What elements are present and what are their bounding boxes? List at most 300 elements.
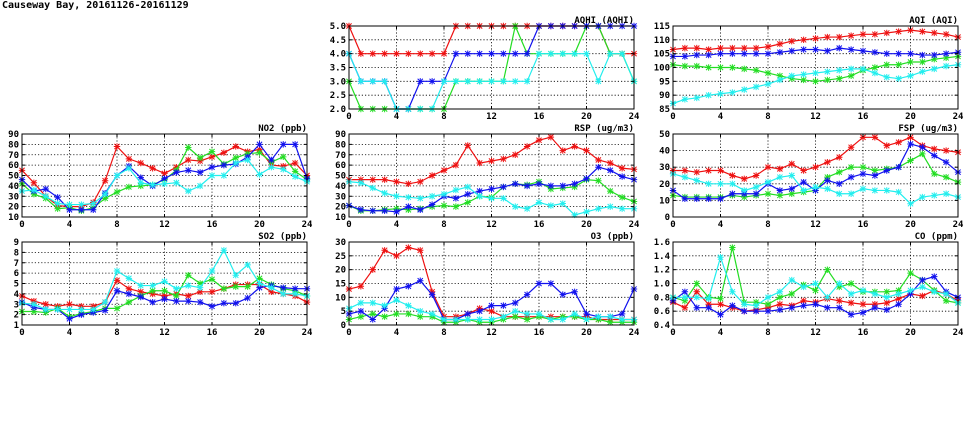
data-point <box>524 78 530 84</box>
data-point <box>848 46 854 52</box>
data-point <box>268 164 274 170</box>
data-point <box>381 78 387 84</box>
data-point <box>694 294 700 300</box>
data-point <box>860 186 866 192</box>
y-tick-label: 2 <box>13 310 19 321</box>
data-point <box>824 68 830 74</box>
data-point <box>682 174 688 180</box>
data-point <box>465 199 471 205</box>
data-point <box>185 167 191 173</box>
data-point <box>931 152 937 158</box>
chart-title: RSP (ug/m3) <box>574 124 634 134</box>
data-point <box>789 38 795 44</box>
data-point <box>836 280 842 286</box>
y-tick-label: 20 <box>659 179 670 190</box>
data-point <box>185 144 191 150</box>
data-point <box>836 191 842 197</box>
data-point <box>405 311 411 317</box>
x-tick-label: 0 <box>346 220 352 230</box>
data-point <box>595 78 601 84</box>
data-point <box>705 46 711 52</box>
x-tick-label: 16 <box>533 220 545 230</box>
x-tick-label: 24 <box>628 112 640 122</box>
x-tick-label: 4 <box>393 220 400 230</box>
data-point <box>221 149 227 155</box>
data-point <box>441 50 447 56</box>
data-point <box>500 302 506 308</box>
data-point <box>919 284 925 290</box>
data-point <box>465 142 471 148</box>
data-point <box>370 266 376 272</box>
data-point <box>149 299 155 305</box>
data-point <box>512 203 518 209</box>
data-point <box>860 66 866 72</box>
data-point <box>717 167 723 173</box>
data-point <box>500 195 506 201</box>
data-point <box>381 302 387 308</box>
data-point <box>393 179 399 185</box>
data-point <box>209 276 215 282</box>
data-point <box>417 247 423 253</box>
data-point <box>907 50 913 56</box>
data-point <box>465 78 471 84</box>
data-point <box>872 134 878 140</box>
x-tick-label: 20 <box>581 328 592 338</box>
data-point <box>54 306 60 312</box>
data-point <box>824 305 830 311</box>
data-point <box>884 142 890 148</box>
data-point <box>753 45 759 51</box>
data-point <box>114 305 120 311</box>
data-point <box>919 59 925 65</box>
data-point <box>370 50 376 56</box>
chart-aqhi <box>330 16 640 122</box>
y-tick-label: 2.0 <box>329 105 346 115</box>
y-tick-label: 70 <box>335 150 346 161</box>
data-point <box>607 167 613 173</box>
data-point <box>173 285 179 291</box>
data-point <box>500 78 506 84</box>
data-point <box>280 154 286 160</box>
chart-title: FSP (ug/m3) <box>898 124 958 134</box>
data-point <box>358 50 364 56</box>
data-point <box>812 78 818 84</box>
data-point <box>173 169 179 175</box>
data-point <box>66 306 72 312</box>
data-point <box>268 284 274 290</box>
data-point <box>405 181 411 187</box>
y-tick-label: 90 <box>335 130 346 140</box>
data-point <box>800 187 806 193</box>
data-point <box>512 181 518 187</box>
data-point <box>595 157 601 163</box>
data-point <box>488 50 494 56</box>
data-point <box>292 173 298 179</box>
data-point <box>919 28 925 34</box>
data-point <box>185 282 191 288</box>
data-point <box>943 291 949 297</box>
data-point <box>619 165 625 171</box>
x-tick-label: 8 <box>765 220 771 230</box>
data-point <box>694 305 700 311</box>
data-point <box>919 68 925 74</box>
data-point <box>824 266 830 272</box>
data-point <box>548 316 554 322</box>
y-tick-label: 80 <box>8 140 19 151</box>
data-point <box>370 185 376 191</box>
data-point <box>800 302 806 308</box>
data-point <box>694 95 700 101</box>
data-point <box>824 177 830 183</box>
data-point <box>753 50 759 56</box>
y-tick-label: 100 <box>653 63 670 74</box>
data-point <box>800 37 806 43</box>
data-point <box>931 146 937 152</box>
y-tick-label: 7 <box>13 258 19 269</box>
data-point <box>607 203 613 209</box>
data-point <box>694 280 700 286</box>
series-green <box>670 53 961 84</box>
data-point <box>705 305 711 311</box>
x-tick-label: 0 <box>670 220 676 230</box>
data-point <box>789 291 795 297</box>
data-point <box>694 169 700 175</box>
data-point <box>694 289 700 295</box>
y-tick-label: 3 <box>13 300 19 311</box>
data-point <box>536 50 542 56</box>
x-tick-label: 8 <box>114 328 120 338</box>
data-point <box>90 207 96 213</box>
data-point <box>393 253 399 259</box>
data-point <box>358 180 364 186</box>
data-point <box>138 180 144 186</box>
y-tick-label: 1.6 <box>653 238 670 248</box>
data-point <box>777 301 783 307</box>
data-point <box>789 172 795 178</box>
data-point <box>800 46 806 52</box>
data-point <box>500 50 506 56</box>
data-point <box>441 202 447 208</box>
data-point <box>694 45 700 51</box>
data-point <box>465 316 471 322</box>
chart-title: O3 (ppb) <box>590 232 634 242</box>
data-point <box>453 195 459 201</box>
data-point <box>824 159 830 165</box>
y-tick-label: 4.5 <box>329 35 346 46</box>
data-point <box>233 300 239 306</box>
data-point <box>860 31 866 37</box>
data-point <box>405 50 411 56</box>
data-point <box>836 67 842 73</box>
data-point <box>244 262 250 268</box>
data-point <box>812 164 818 170</box>
y-tick-label: 2.5 <box>329 91 346 102</box>
data-point <box>717 296 723 302</box>
data-point <box>429 172 435 178</box>
data-point <box>161 181 167 187</box>
data-point <box>777 294 783 300</box>
data-point <box>476 193 482 199</box>
data-point <box>43 306 49 312</box>
data-point <box>453 203 459 209</box>
y-tick-label: 30 <box>8 192 19 203</box>
data-point <box>765 81 771 87</box>
data-point <box>907 73 913 79</box>
data-point <box>358 78 364 84</box>
data-point <box>919 144 925 150</box>
data-point <box>682 53 688 59</box>
x-tick-label: 12 <box>159 220 170 230</box>
data-point <box>536 199 542 205</box>
x-tick-label: 0 <box>670 328 676 338</box>
data-point <box>465 50 471 56</box>
x-tick-label: 0 <box>670 112 676 122</box>
data-point <box>197 284 203 290</box>
data-point <box>78 201 84 207</box>
data-point <box>173 180 179 186</box>
y-tick-label: 95 <box>659 77 670 88</box>
data-point <box>777 289 783 295</box>
data-point <box>848 191 854 197</box>
data-point <box>233 283 239 289</box>
data-point <box>812 70 818 76</box>
data-point <box>619 311 625 317</box>
data-point <box>381 208 387 214</box>
data-point <box>441 167 447 173</box>
x-tick-label: 4 <box>717 220 724 230</box>
data-point <box>860 301 866 307</box>
y-tick-label: 10 <box>659 196 670 207</box>
data-point <box>741 86 747 92</box>
data-point <box>824 186 830 192</box>
x-tick-label: 4 <box>717 328 724 338</box>
data-point <box>405 203 411 209</box>
series-green <box>670 244 961 307</box>
data-point <box>500 314 506 320</box>
data-point <box>500 184 506 190</box>
data-point <box>741 176 747 182</box>
x-tick-label: 24 <box>952 220 964 230</box>
data-point <box>824 77 830 83</box>
data-point <box>358 314 364 320</box>
y-tick-label: 9 <box>13 238 19 248</box>
data-point <box>895 164 901 170</box>
data-point <box>209 289 215 295</box>
x-tick-label: 8 <box>441 328 447 338</box>
data-point <box>221 247 227 253</box>
data-point <box>512 152 518 158</box>
series-blue <box>346 164 637 215</box>
data-point <box>931 273 937 279</box>
data-point <box>548 202 554 208</box>
data-point <box>429 193 435 199</box>
data-point <box>548 50 554 56</box>
x-tick-label: 8 <box>441 112 447 122</box>
data-point <box>102 191 108 197</box>
y-tick-label: 30 <box>335 238 346 248</box>
y-tick-label: 105 <box>653 49 670 60</box>
data-point <box>741 301 747 307</box>
data-point <box>370 311 376 317</box>
data-point <box>943 174 949 180</box>
data-point <box>429 78 435 84</box>
data-point <box>548 280 554 286</box>
data-point <box>149 282 155 288</box>
x-tick-label: 8 <box>441 220 447 230</box>
data-point <box>126 291 132 297</box>
data-point <box>682 305 688 311</box>
data-point <box>185 188 191 194</box>
data-point <box>836 75 842 81</box>
y-tick-label: 10 <box>8 213 19 223</box>
data-point <box>66 316 72 322</box>
x-tick-label: 4 <box>393 112 400 122</box>
data-point <box>595 177 601 183</box>
x-tick-label: 12 <box>810 328 821 338</box>
data-point <box>370 316 376 322</box>
data-point <box>836 298 842 304</box>
data-point <box>548 134 554 140</box>
data-point <box>777 187 783 193</box>
data-point <box>619 173 625 179</box>
data-point <box>895 75 901 81</box>
data-point <box>441 316 447 322</box>
chart-title: NO2 (ppb) <box>258 124 307 134</box>
data-point <box>931 192 937 198</box>
data-point <box>872 187 878 193</box>
data-point <box>560 291 566 297</box>
x-tick-label: 12 <box>810 220 821 230</box>
y-tick-label: 0.6 <box>653 307 670 318</box>
data-point <box>824 34 830 40</box>
data-point <box>729 45 735 51</box>
data-point <box>765 294 771 300</box>
data-point <box>536 311 542 317</box>
data-point <box>872 305 878 311</box>
data-point <box>607 160 613 166</box>
data-point <box>488 195 494 201</box>
data-point <box>729 289 735 295</box>
x-tick-label: 20 <box>581 112 592 122</box>
data-point <box>619 50 625 56</box>
x-tick-label: 0 <box>19 328 25 338</box>
data-point <box>583 316 589 322</box>
data-point <box>872 291 878 297</box>
data-point <box>476 78 482 84</box>
data-point <box>682 289 688 295</box>
data-point <box>256 280 262 286</box>
y-tick-label: 10 <box>335 293 346 304</box>
data-point <box>209 148 215 154</box>
data-point <box>358 207 364 213</box>
data-point <box>512 308 518 314</box>
data-point <box>848 291 854 297</box>
data-point <box>488 316 494 322</box>
data-point <box>895 50 901 56</box>
data-point <box>405 194 411 200</box>
data-point <box>694 196 700 202</box>
data-point <box>741 45 747 51</box>
chart-co <box>654 232 964 338</box>
data-point <box>453 78 459 84</box>
data-point <box>476 160 482 166</box>
data-point <box>209 164 215 170</box>
data-point <box>753 308 759 314</box>
data-point <box>931 289 937 295</box>
data-point <box>705 167 711 173</box>
data-point <box>682 45 688 51</box>
data-point <box>848 66 854 72</box>
data-point <box>836 169 842 175</box>
data-point <box>619 194 625 200</box>
y-tick-label: 8 <box>13 248 19 259</box>
data-point <box>717 50 723 56</box>
y-tick-label: 40 <box>335 181 346 192</box>
data-point <box>741 66 747 72</box>
data-point <box>717 301 723 307</box>
x-tick-label: 20 <box>254 328 265 338</box>
data-point <box>453 316 459 322</box>
x-tick-label: 24 <box>952 112 964 122</box>
data-point <box>848 164 854 170</box>
data-point <box>43 193 49 199</box>
data-point <box>54 194 60 200</box>
data-point <box>753 302 759 308</box>
data-point <box>244 283 250 289</box>
data-point <box>417 50 423 56</box>
data-point <box>114 172 120 178</box>
x-tick-label: 0 <box>346 112 352 122</box>
data-point <box>256 171 262 177</box>
data-point <box>185 272 191 278</box>
data-point <box>571 289 577 295</box>
data-point <box>694 52 700 58</box>
y-tick-label: 90 <box>8 130 19 140</box>
data-point <box>848 73 854 79</box>
data-point <box>943 298 949 304</box>
data-point <box>548 183 554 189</box>
data-point <box>138 282 144 288</box>
x-tick-label: 8 <box>765 112 771 122</box>
data-point <box>895 301 901 307</box>
data-point <box>31 187 37 193</box>
data-point <box>292 141 298 147</box>
data-point <box>393 286 399 292</box>
data-point <box>777 49 783 55</box>
data-point <box>789 73 795 79</box>
data-point <box>848 174 854 180</box>
chart-title: AQI (AQI) <box>909 16 958 26</box>
data-point <box>280 291 286 297</box>
data-point <box>812 280 818 286</box>
y-tick-label: 0 <box>340 321 346 331</box>
data-point <box>102 307 108 313</box>
data-point <box>595 314 601 320</box>
data-point <box>765 164 771 170</box>
y-tick-label: 80 <box>335 140 346 151</box>
x-tick-label: 4 <box>66 328 73 338</box>
data-point <box>441 78 447 84</box>
data-point <box>209 172 215 178</box>
data-point <box>753 184 759 190</box>
data-point <box>417 314 423 320</box>
data-point <box>221 285 227 291</box>
data-point <box>800 179 806 185</box>
y-tick-label: 0.8 <box>653 293 670 304</box>
data-point <box>244 295 250 301</box>
data-point <box>417 207 423 213</box>
data-point <box>619 316 625 322</box>
